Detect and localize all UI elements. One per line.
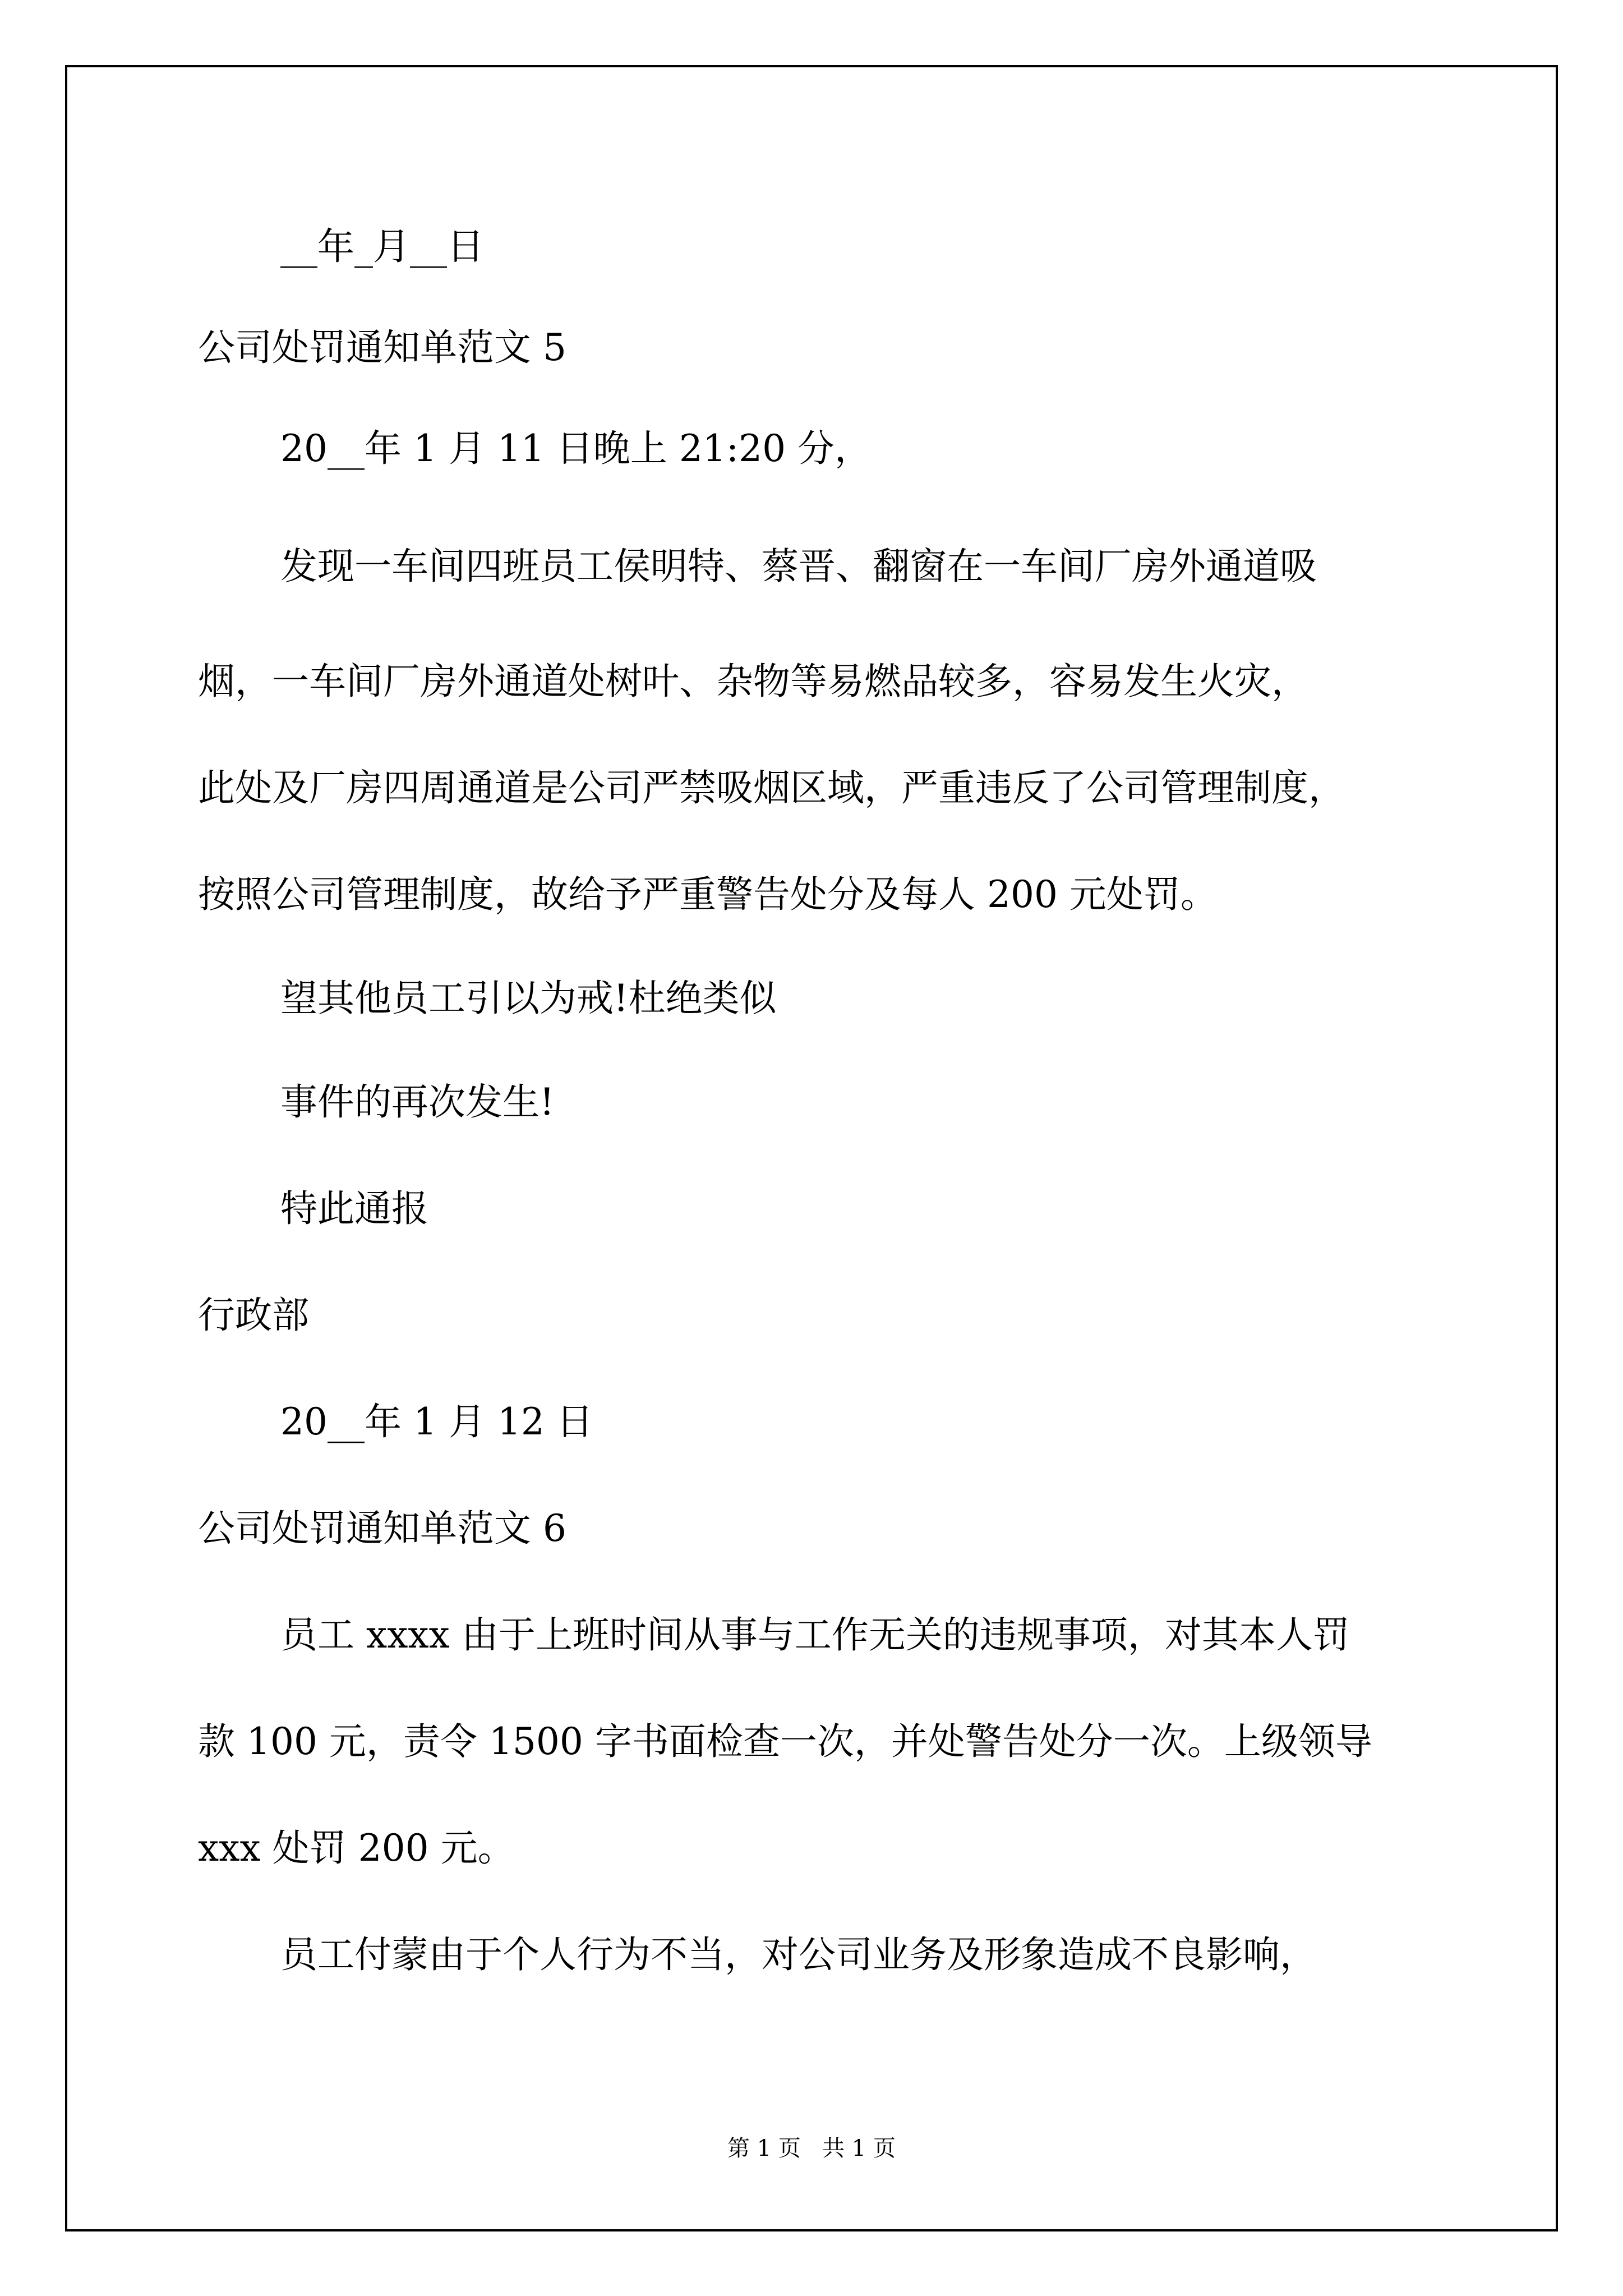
- paragraph-line: 款 100 元，责令 1500 字书面检查一次，并处警告处分一次。上级领导: [198, 1720, 1372, 1763]
- paragraph-line: 员工 xxxx 由于上班时间从事与工作无关的违规事项，对其本人罚: [280, 1613, 1350, 1657]
- paragraph-line: xxx 处罚 200 元。: [198, 1826, 515, 1870]
- section-heading-6: 公司处罚通知单范文 6: [198, 1507, 566, 1550]
- paragraph-line: 发现一车间四班员工侯明特、蔡晋、翻窗在一车间厂房外通道吸: [280, 545, 1317, 588]
- date-placeholder-line: __年_月__日: [280, 225, 484, 268]
- issuer-department: 行政部: [198, 1294, 309, 1337]
- paragraph-line: 员工付蒙由于个人行为不当，对公司业务及形象造成不良影响，: [280, 1933, 1317, 1976]
- paragraph-line: 烟，一车间厂房外通道处树叶、杂物等易燃品较多，容易发生火灾，: [198, 660, 1308, 703]
- page-footer: 第 1 页 共 1 页: [727, 2136, 896, 2161]
- issue-date: 20__年 1 月 12 日: [280, 1400, 593, 1443]
- paragraph-line: 此处及厂房四周通道是公司严禁吸烟区域，严重违反了公司管理制度，: [198, 766, 1345, 809]
- paragraph-line: 事件的再次发生!: [280, 1080, 555, 1124]
- notice-closing: 特此通报: [280, 1187, 428, 1230]
- incident-time-line: 20__年 1 月 11 日晚上 21:20 分，: [280, 427, 872, 470]
- page-border: [65, 65, 1558, 2231]
- paragraph-line: 望其他员工引以为戒!杜绝类似: [280, 977, 777, 1020]
- paragraph-line: 按照公司管理制度，故给予严重警告处分及每人 200 元处罚。: [198, 873, 1218, 916]
- section-heading-5: 公司处罚通知单范文 5: [198, 326, 566, 369]
